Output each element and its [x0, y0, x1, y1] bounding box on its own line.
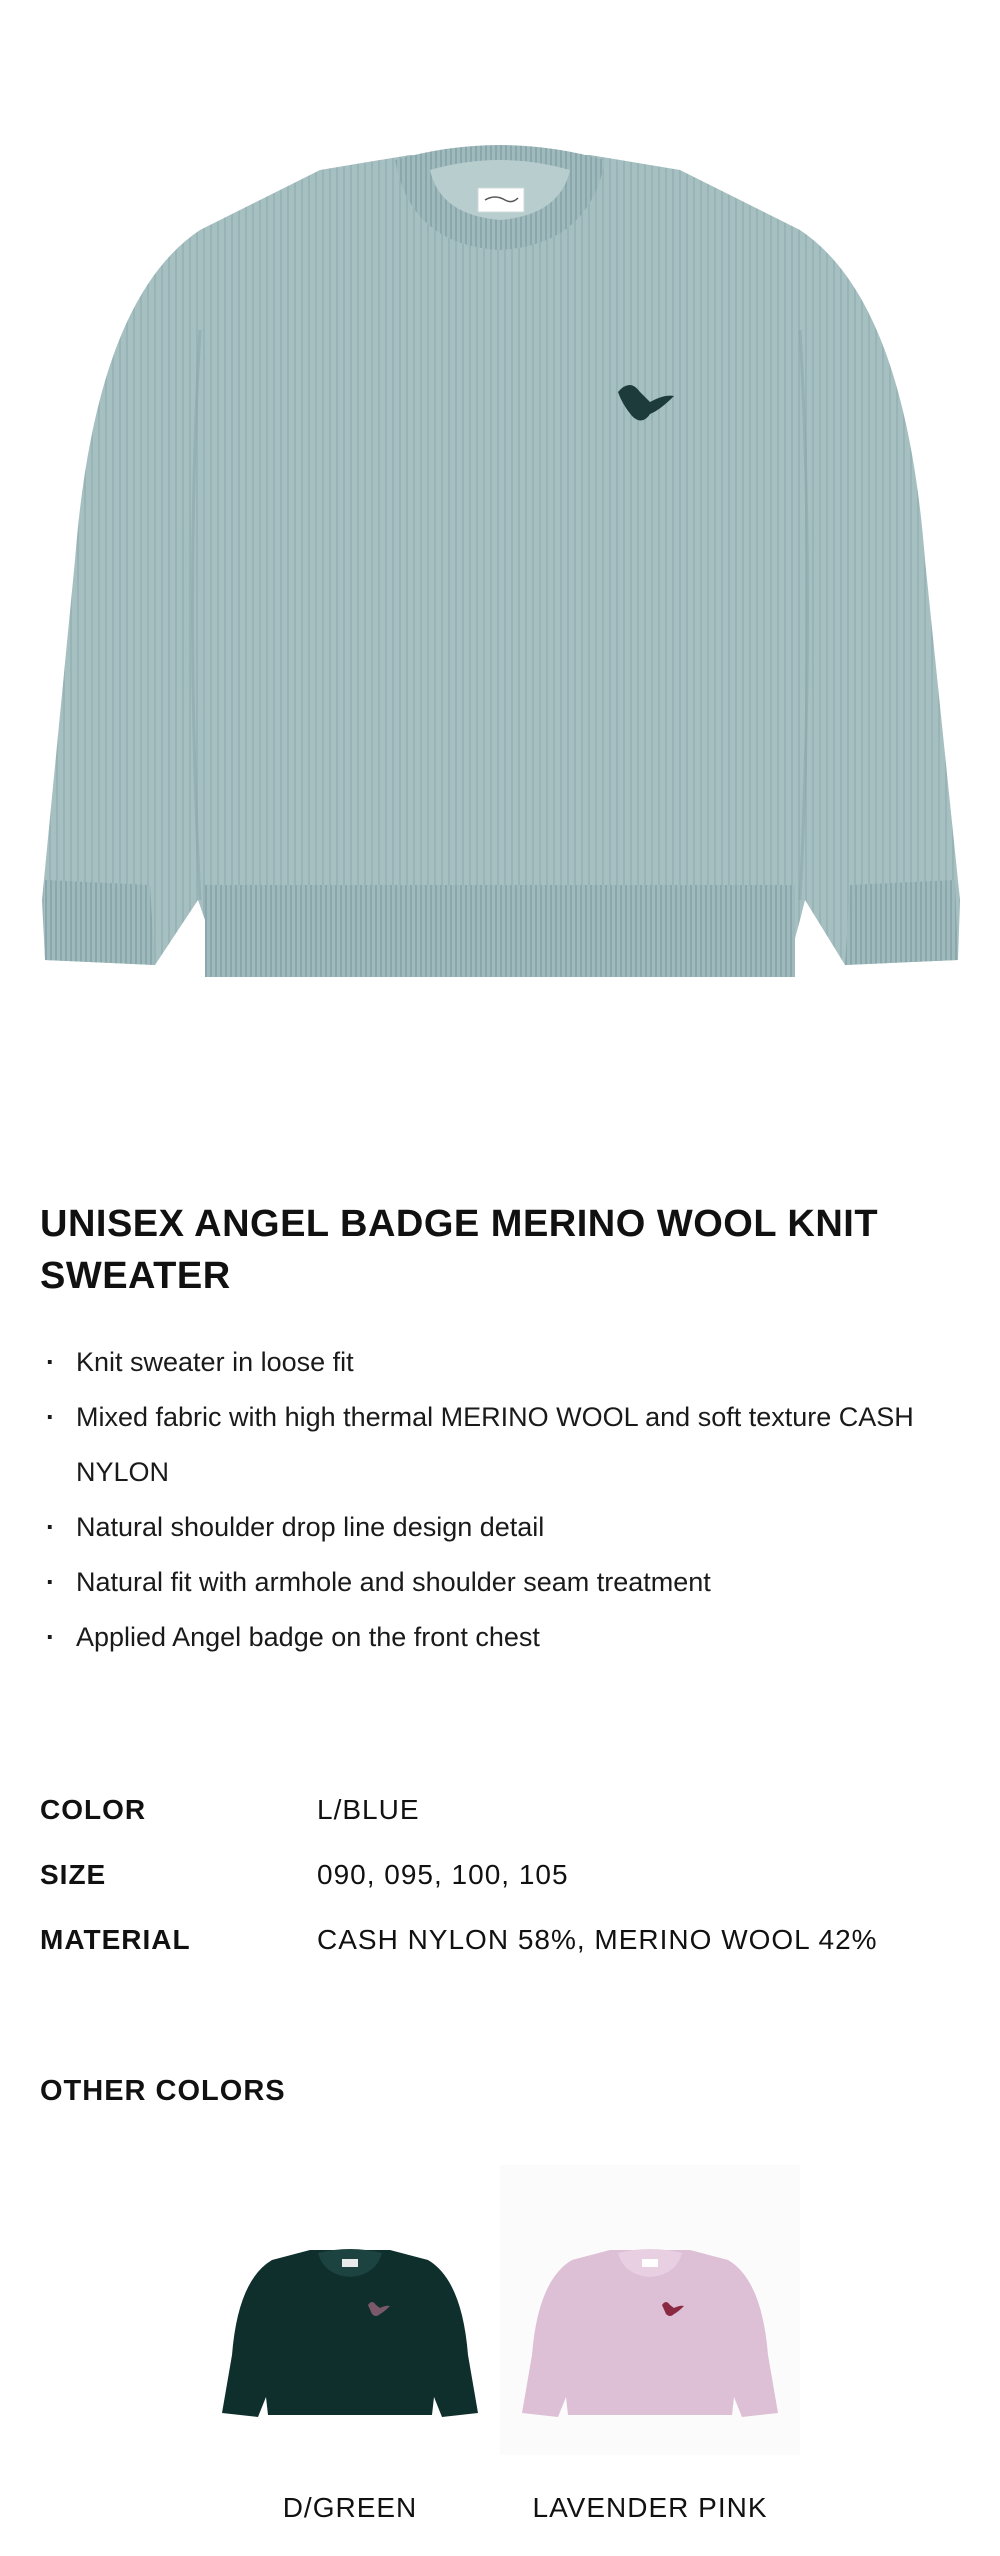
spec-row-color [40, 1778, 960, 1843]
color-option-label[interactable]: D/GREEN [282, 2492, 418, 2523]
sweater-body [42, 155, 960, 975]
other-colors-heading: OTHER COLORS [40, 2075, 286, 2107]
spec-value: L/BLUE [317, 1794, 420, 1825]
spec-value: CASH NYLON 58%, MERINO WOOL 42% [317, 1924, 878, 1955]
product-title: UNISEX ANGEL BADGE MERINO WOOL KNIT SWEATER [40, 1203, 879, 1297]
sweater-thumbnail [500, 2165, 800, 2455]
feature-item: · Natural shoulder drop line design detail [40, 1500, 940, 1555]
color-option-label[interactable]: LAVENDER PINK [532, 2492, 768, 2523]
feature-item: · Natural fit with armhole and shoulder seam treatment [40, 1555, 940, 1610]
brand-tag [478, 188, 524, 212]
sweater-illustration [0, 0, 1000, 1100]
feature-item: · Applied Angel badge on the front chest [40, 1610, 940, 1665]
color-option-d-green[interactable] [200, 2165, 500, 2455]
spec-value: 090, 095, 100, 105 [317, 1859, 569, 1890]
feature-item: · Mixed fabric with high thermal MERINO WOOL and soft texture CASH NYLON [40, 1390, 940, 1500]
hem-rib [205, 885, 795, 977]
product-image [0, 0, 1000, 1100]
spec-row-size [40, 1843, 960, 1908]
spec-row-material [40, 1908, 960, 1973]
spec-label: COLOR [40, 1794, 147, 1825]
spec-label: MATERIAL [40, 1924, 191, 1955]
feature-list [40, 1335, 940, 1665]
sweater-thumbnail [200, 2165, 500, 2455]
spec-table [40, 1778, 960, 1973]
spec-label: SIZE [40, 1859, 107, 1890]
right-cuff [845, 880, 958, 965]
left-cuff [45, 880, 155, 965]
color-option-lavender-pink[interactable] [500, 2165, 800, 2455]
feature-item: · Knit sweater in loose fit [40, 1335, 940, 1390]
